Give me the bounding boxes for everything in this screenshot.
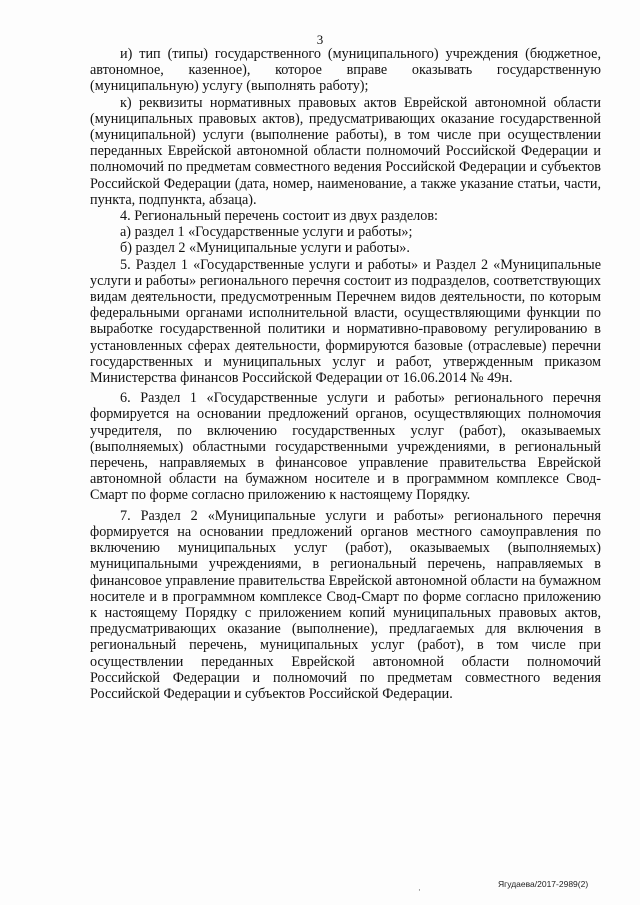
document-footer-code: Ягудаева/2017-2989(2)	[498, 879, 589, 889]
paragraph-7: 7. Раздел 2 «Муниципальные услуги и работы» регионального перечня формируется на основании предложений органов местного самоуправления по включению муниципальных услуг (работ), оказываемых (выполняемых) муниципальными учреждениями, в региональный перечень, направляемых в финансовое управление правительства Еврейской автономной области на бумажном носителе и в программном комплексе Свод-Смарт по форме согласно приложению к настоящему Порядку с приложением копий муниципальных правовых актов, предусматривающих оказание (выполнение), предлагаемых для включения в региональный перечень, муниципальных услуг (работ), в том числе при осуществлении переданных Еврейской автономной области полномочий Российской Федерации и полномочий по предметам совместного ведения Российской Федерации и субъектов Российской Федерации.	[90, 507, 601, 702]
scan-mark: ·	[418, 886, 421, 896]
paragraph-4: 4. Региональный перечень состоит из двух разделов:	[120, 208, 438, 225]
page-number: 3	[316, 32, 324, 47]
document-body	[90, 46, 601, 702]
paragraph-4b: б) раздел 2 «Муниципальные услуги и работы».	[120, 240, 410, 257]
paragraph-item-k: к) реквизиты нормативных правовых актов Еврейской автономной области (муниципальных правовых актов), предусматривающих оказание государственной (муниципальной) услуги (выполнение работы), в том числе при осуществлении переданных Еврейской автономной области полномочий Российской Федерации и полномочий по предметам совместного ведения Российской Федерации и субъектов Российской Федерации (дата, номер, наименование, а также указание статьи, части, пункта, подпункта, абзаца).	[90, 94, 601, 208]
paragraph-6: 6. Раздел 1 «Государственные услуги и работы» регионального перечня формируется на основании предложений органов, осуществляющих полномочия учредителя, по включению государственных услуг (работ), оказываемых (выполняемых) областными государственными учреждениями, в региональный перечень, направляемых в финансовое управление правительства Еврейской автономной области на бумажном носителе и в программном комплексе Свод-Смарт по форме согласно приложению к настоящему Порядку.	[90, 390, 601, 504]
paragraph-4a: а) раздел 1 «Государственные услуги и работы»;	[120, 224, 413, 241]
paragraph-5: 5. Раздел 1 «Государственные услуги и работы» и Раздел 2 «Муниципальные услуги и работы» регионального перечня состоит из подразделов, соответствующих видам деятельности, предусмотренным Перечнем видов деятельности, по которым федеральными органами исполнительной власти, осуществляющими функции по выработке государственной политики и нормативно-правовому регулированию в установленных сферах деятельности, формируются базовые (отраслевые) перечни государственных и муниципальных услуг и работ, утвержденным приказом Министерства финансов Российской Федерации от 16.06.2014 № 49н.	[90, 256, 601, 387]
paragraph-item-i: и) тип (типы) государственного (муниципального) учреждения (бюджетное, автономное, казенное), которое вправе оказывать государственную (муниципальную) услугу (выполнять работу);	[90, 46, 601, 95]
